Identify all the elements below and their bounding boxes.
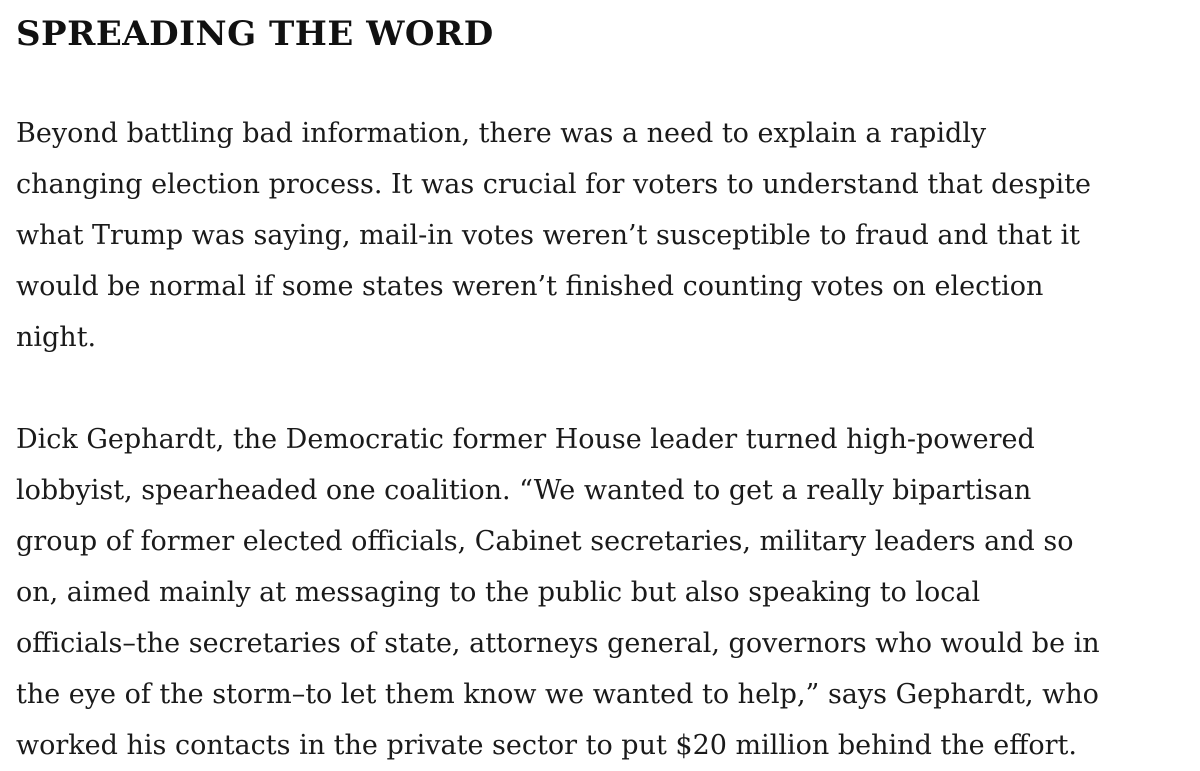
paragraph-line: on, aimed mainly at messaging to the public but also speaking to local <box>16 577 981 608</box>
paragraph-line: would be normal if some states weren’t finished counting votes on election <box>16 271 1044 302</box>
paragraph-line: Dick Gephardt, the Democratic former House leader turned high-powered <box>16 424 1035 455</box>
paragraph-line: Beyond battling bad information, there was a need to explain a rapidly <box>16 118 987 149</box>
paragraph-line: the eye of the storm–to let them know we wanted to help,” says Gephardt, who <box>16 679 1099 710</box>
paragraph-line: officials–the secretaries of state, attorneys general, governors who would be in <box>16 628 1100 659</box>
paragraph-line: worked his contacts in the private sector to put $20 million behind the effort. <box>16 730 1077 761</box>
article-body <box>16 0 1188 771</box>
paragraph-election-process <box>16 108 1188 363</box>
paragraph-line: changing election process. It was crucial for voters to understand that despite <box>16 169 1092 200</box>
paragraph-gephardt-coalition <box>16 414 1188 771</box>
paragraph-line: night. <box>16 322 97 353</box>
paragraph-line: group of former elected officials, Cabinet secretaries, military leaders and so <box>16 526 1074 557</box>
section-heading: SPREADING THE WORD <box>16 14 494 54</box>
paragraph-line: what Trump was saying, mail-in votes weren’t susceptible to fraud and that it <box>16 220 1080 251</box>
paragraph-line: lobbyist, spearheaded one coalition. “We wanted to get a really bipartisan <box>16 475 1032 506</box>
